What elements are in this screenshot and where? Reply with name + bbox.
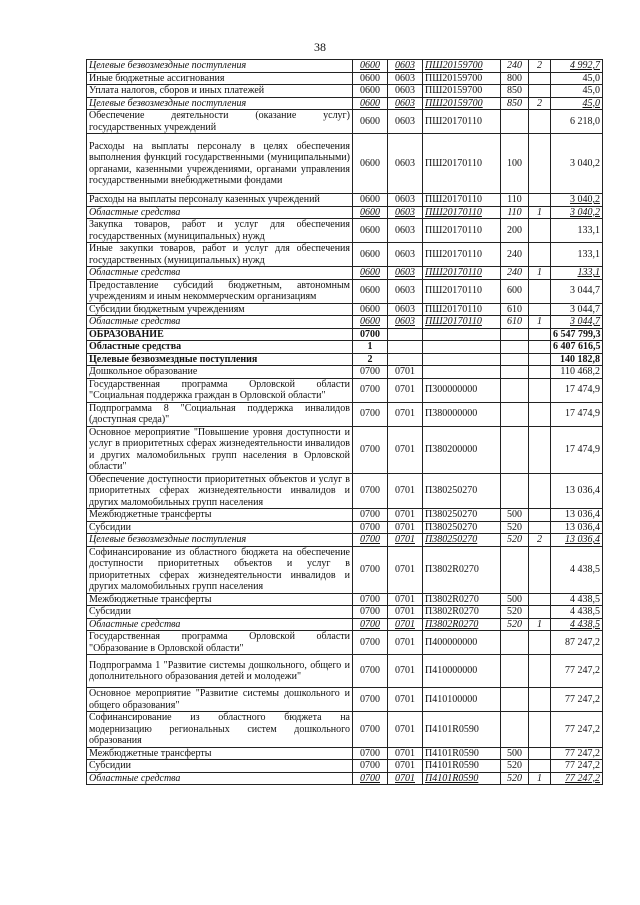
amount: 13 036,4 xyxy=(551,534,603,547)
table-row xyxy=(87,303,603,316)
expense-type-code: 520 xyxy=(501,521,529,534)
subsection-code: 0701 xyxy=(388,688,423,712)
amount: 133,1 xyxy=(551,267,603,280)
subsection-code xyxy=(388,328,423,341)
target-article-code xyxy=(423,328,501,341)
row-name: Государственная программа Орловской области "Социальная поддержка граждан в Орловской области" xyxy=(87,378,353,402)
amount: 3 044,7 xyxy=(551,279,603,303)
target-article-code: П410000000 xyxy=(423,655,501,688)
funding-source-code: 1 xyxy=(529,206,551,219)
table-row xyxy=(87,473,603,509)
target-article-code xyxy=(423,353,501,366)
table-row xyxy=(87,110,603,134)
amount: 133,1 xyxy=(551,219,603,243)
funding-source-code xyxy=(529,712,551,748)
target-article-code: ПШ20159700 xyxy=(423,85,501,98)
amount: 77 247,2 xyxy=(551,688,603,712)
row-name: Субсидии xyxy=(87,760,353,773)
funding-source-code xyxy=(529,72,551,85)
table-row xyxy=(87,206,603,219)
table-row xyxy=(87,426,603,473)
subsection-code: 0701 xyxy=(388,655,423,688)
section-code: 0700 xyxy=(353,655,388,688)
amount: 4 992,7 xyxy=(551,60,603,73)
table-row xyxy=(87,631,603,655)
amount: 3 040,2 xyxy=(551,134,603,194)
amount: 87 247,2 xyxy=(551,631,603,655)
table-row xyxy=(87,316,603,329)
funding-source-code xyxy=(529,243,551,267)
table-row xyxy=(87,655,603,688)
section-code: 0700 xyxy=(353,772,388,785)
target-article-code: ПШ20170110 xyxy=(423,219,501,243)
amount: 4 438,5 xyxy=(551,618,603,631)
funding-source-code xyxy=(529,279,551,303)
subsection-code: 0603 xyxy=(388,72,423,85)
section-code: 0700 xyxy=(353,606,388,619)
amount: 13 036,4 xyxy=(551,473,603,509)
table-row xyxy=(87,134,603,194)
row-name: Областные средства xyxy=(87,267,353,280)
table-row xyxy=(87,688,603,712)
amount: 77 247,2 xyxy=(551,747,603,760)
subsection-code: 0603 xyxy=(388,243,423,267)
expense-type-code: 520 xyxy=(501,534,529,547)
funding-source-code xyxy=(529,328,551,341)
funding-source-code xyxy=(529,593,551,606)
subsection-code: 0701 xyxy=(388,426,423,473)
amount: 13 036,4 xyxy=(551,521,603,534)
table-row xyxy=(87,85,603,98)
section-code: 0600 xyxy=(353,279,388,303)
table-row xyxy=(87,60,603,73)
budget-table xyxy=(86,59,603,785)
funding-source-code xyxy=(529,747,551,760)
funding-source-code xyxy=(529,219,551,243)
amount: 110 468,2 xyxy=(551,366,603,379)
target-article-code: П4101R0590 xyxy=(423,747,501,760)
expense-type-code: 240 xyxy=(501,243,529,267)
target-article-code: П3802R0270 xyxy=(423,546,501,593)
table-row xyxy=(87,618,603,631)
table-row xyxy=(87,509,603,522)
section-code: 0700 xyxy=(353,534,388,547)
expense-type-code xyxy=(501,366,529,379)
table-row xyxy=(87,534,603,547)
subsection-code: 0603 xyxy=(388,303,423,316)
table-row xyxy=(87,219,603,243)
row-name: Целевые безвозмездные поступления xyxy=(87,60,353,73)
row-name: Субсидии бюджетным учреждениям xyxy=(87,303,353,316)
row-name: Субсидии xyxy=(87,521,353,534)
table-row xyxy=(87,194,603,207)
expense-type-code: 520 xyxy=(501,772,529,785)
amount: 17 474,9 xyxy=(551,378,603,402)
funding-source-code: 1 xyxy=(529,772,551,785)
funding-source-code xyxy=(529,110,551,134)
target-article-code: ПШ20170110 xyxy=(423,267,501,280)
table-row xyxy=(87,772,603,785)
subsection-code: 0603 xyxy=(388,60,423,73)
row-name: Целевые безвозмездные поступления xyxy=(87,353,353,366)
expense-type-code xyxy=(501,655,529,688)
amount: 3 040,2 xyxy=(551,206,603,219)
subsection-code: 0603 xyxy=(388,110,423,134)
expense-type-code: 500 xyxy=(501,747,529,760)
row-name: Областные средства xyxy=(87,316,353,329)
subsection-code: 0701 xyxy=(388,402,423,426)
table-row xyxy=(87,72,603,85)
subsection-code: 0603 xyxy=(388,219,423,243)
expense-type-code xyxy=(501,688,529,712)
expense-type-code xyxy=(501,473,529,509)
row-name: Расходы на выплаты персоналу казенных учреждений xyxy=(87,194,353,207)
expense-type-code xyxy=(501,353,529,366)
expense-type-code: 520 xyxy=(501,618,529,631)
funding-source-code xyxy=(529,341,551,354)
funding-source-code: 1 xyxy=(529,618,551,631)
amount: 77 247,2 xyxy=(551,712,603,748)
section-code: 0700 xyxy=(353,618,388,631)
expense-type-code: 610 xyxy=(501,316,529,329)
row-name: Целевые безвозмездные поступления xyxy=(87,97,353,110)
expense-type-code xyxy=(501,402,529,426)
section-code: 2 xyxy=(353,353,388,366)
amount: 4 438,5 xyxy=(551,593,603,606)
section-code: 0700 xyxy=(353,546,388,593)
target-article-code xyxy=(423,341,501,354)
section-code: 0600 xyxy=(353,72,388,85)
subsection-code: 0603 xyxy=(388,85,423,98)
expense-type-code: 110 xyxy=(501,206,529,219)
section-code: 0700 xyxy=(353,747,388,760)
target-article-code: П300000000 xyxy=(423,378,501,402)
target-article-code: П4101R0590 xyxy=(423,760,501,773)
funding-source-code: 1 xyxy=(529,316,551,329)
table-row xyxy=(87,593,603,606)
section-code: 0700 xyxy=(353,712,388,748)
target-article-code: П3802R0270 xyxy=(423,618,501,631)
amount: 6 218,0 xyxy=(551,110,603,134)
table-row xyxy=(87,712,603,748)
row-name: Обеспечение деятельности (оказание услуг) государственных учреждений xyxy=(87,110,353,134)
row-name: ОБРАЗОВАНИЕ xyxy=(87,328,353,341)
target-article-code: ПШ20159700 xyxy=(423,97,501,110)
section-code: 0700 xyxy=(353,631,388,655)
subsection-code: 0701 xyxy=(388,378,423,402)
funding-source-code xyxy=(529,85,551,98)
table-row xyxy=(87,366,603,379)
subsection-code xyxy=(388,341,423,354)
subsection-code: 0701 xyxy=(388,366,423,379)
amount: 45,0 xyxy=(551,97,603,110)
funding-source-code xyxy=(529,473,551,509)
subsection-code: 0701 xyxy=(388,712,423,748)
section-code: 0600 xyxy=(353,194,388,207)
row-name: Софинансирование из областного бюджета на обеспечение доступности приоритетных объектов и услуг в приоритетных сферах жизнедеятельности инвалидов и других маломобильных групп населения xyxy=(87,546,353,593)
row-name: Основное мероприятие "Повышение уровня доступности и услуг в приоритетных сферах жизнедеятельности инвалидов и других маломобильных групп населения в Орловской области" xyxy=(87,426,353,473)
target-article-code: ПШ20170110 xyxy=(423,206,501,219)
amount: 45,0 xyxy=(551,85,603,98)
section-code: 0600 xyxy=(353,267,388,280)
amount: 13 036,4 xyxy=(551,509,603,522)
target-article-code: ПШ20170110 xyxy=(423,243,501,267)
funding-source-code: 2 xyxy=(529,60,551,73)
subsection-code: 0603 xyxy=(388,267,423,280)
subsection-code xyxy=(388,353,423,366)
subsection-code: 0701 xyxy=(388,509,423,522)
amount: 17 474,9 xyxy=(551,402,603,426)
budget-table-body xyxy=(87,60,603,785)
expense-type-code: 800 xyxy=(501,72,529,85)
funding-source-code xyxy=(529,194,551,207)
subsection-code: 0701 xyxy=(388,593,423,606)
expense-type-code: 200 xyxy=(501,219,529,243)
row-name: Межбюджетные трансферты xyxy=(87,747,353,760)
row-name: Субсидии xyxy=(87,606,353,619)
subsection-code: 0603 xyxy=(388,134,423,194)
table-row xyxy=(87,402,603,426)
row-name: Закупка товаров, работ и услуг для обеспечения государственных (муниципальных) нужд xyxy=(87,219,353,243)
subsection-code: 0603 xyxy=(388,194,423,207)
funding-source-code xyxy=(529,655,551,688)
funding-source-code xyxy=(529,366,551,379)
funding-source-code xyxy=(529,378,551,402)
amount: 3 040,2 xyxy=(551,194,603,207)
table-row xyxy=(87,341,603,354)
subsection-code: 0701 xyxy=(388,606,423,619)
expense-type-code xyxy=(501,631,529,655)
expense-type-code: 850 xyxy=(501,85,529,98)
row-name: Областные средства xyxy=(87,206,353,219)
section-code: 0700 xyxy=(353,593,388,606)
amount: 77 247,2 xyxy=(551,772,603,785)
subsection-code: 0603 xyxy=(388,97,423,110)
section-code: 0600 xyxy=(353,219,388,243)
amount: 17 474,9 xyxy=(551,426,603,473)
table-row xyxy=(87,267,603,280)
table-row xyxy=(87,328,603,341)
target-article-code: П3802R0270 xyxy=(423,606,501,619)
section-code: 0700 xyxy=(353,426,388,473)
section-code: 1 xyxy=(353,341,388,354)
funding-source-code xyxy=(529,134,551,194)
amount: 45,0 xyxy=(551,72,603,85)
target-article-code: ПШ20170110 xyxy=(423,316,501,329)
row-name: Областные средства xyxy=(87,341,353,354)
target-article-code: ПШ20170110 xyxy=(423,110,501,134)
row-name: Иные закупки товаров, работ и услуг для обеспечения государственных (муниципальных) нужд xyxy=(87,243,353,267)
funding-source-code xyxy=(529,606,551,619)
row-name: Целевые безвозмездные поступления xyxy=(87,534,353,547)
expense-type-code xyxy=(501,426,529,473)
funding-source-code: 2 xyxy=(529,534,551,547)
funding-source-code xyxy=(529,760,551,773)
amount: 4 438,5 xyxy=(551,546,603,593)
table-row xyxy=(87,279,603,303)
expense-type-code: 500 xyxy=(501,509,529,522)
funding-source-code xyxy=(529,546,551,593)
expense-type-code: 240 xyxy=(501,267,529,280)
subsection-code: 0701 xyxy=(388,546,423,593)
subsection-code: 0603 xyxy=(388,279,423,303)
section-code: 0600 xyxy=(353,316,388,329)
expense-type-code: 110 xyxy=(501,194,529,207)
expense-type-code xyxy=(501,328,529,341)
section-code: 0700 xyxy=(353,521,388,534)
target-article-code: П3802R0270 xyxy=(423,593,501,606)
expense-type-code xyxy=(501,378,529,402)
subsection-code: 0701 xyxy=(388,473,423,509)
table-row xyxy=(87,378,603,402)
funding-source-code xyxy=(529,688,551,712)
expense-type-code: 520 xyxy=(501,760,529,773)
table-row xyxy=(87,97,603,110)
row-name: Предоставление субсидий бюджетным, автономным учреждениям и иным некоммерческим организациям xyxy=(87,279,353,303)
row-name: Областные средства xyxy=(87,618,353,631)
target-article-code: П380250270 xyxy=(423,534,501,547)
target-article-code: П380200000 xyxy=(423,426,501,473)
section-code: 0700 xyxy=(353,378,388,402)
section-code: 0700 xyxy=(353,328,388,341)
funding-source-code xyxy=(529,521,551,534)
table-row xyxy=(87,521,603,534)
target-article-code: ПШ20170110 xyxy=(423,194,501,207)
subsection-code: 0701 xyxy=(388,747,423,760)
row-name: Софинансирование из областного бюджета на модернизацию региональных систем дошкольного образования xyxy=(87,712,353,748)
section-code: 0600 xyxy=(353,85,388,98)
target-article-code xyxy=(423,366,501,379)
row-name: Обеспечение доступности приоритетных объектов и услуг в приоритетных сферах жизнедеятельности инвалидов и других маломобильных групп населения xyxy=(87,473,353,509)
amount: 133,1 xyxy=(551,243,603,267)
table-row xyxy=(87,747,603,760)
target-article-code: П410100000 xyxy=(423,688,501,712)
target-article-code: ПШ20170110 xyxy=(423,303,501,316)
section-code: 0600 xyxy=(353,206,388,219)
table-row xyxy=(87,353,603,366)
row-name: Подпрограмма 8 "Социальная поддержка инвалидов (доступная среда)" xyxy=(87,402,353,426)
expense-type-code: 500 xyxy=(501,593,529,606)
expense-type-code xyxy=(501,110,529,134)
table-row xyxy=(87,606,603,619)
row-name: Иные бюджетные ассигнования xyxy=(87,72,353,85)
row-name: Уплата налогов, сборов и иных платежей xyxy=(87,85,353,98)
subsection-code: 0701 xyxy=(388,772,423,785)
row-name: Расходы на выплаты персоналу в целях обеспечения выполнения функций государственными (муниципальными) органами, казенными учреждениями, органами управления государственными внебюджетными фондами xyxy=(87,134,353,194)
row-name: Межбюджетные трансферты xyxy=(87,593,353,606)
section-code: 0600 xyxy=(353,97,388,110)
expense-type-code: 600 xyxy=(501,279,529,303)
row-name: Областные средства xyxy=(87,772,353,785)
subsection-code: 0701 xyxy=(388,760,423,773)
funding-source-code xyxy=(529,631,551,655)
section-code: 0700 xyxy=(353,366,388,379)
subsection-code: 0701 xyxy=(388,521,423,534)
table-row xyxy=(87,546,603,593)
section-code: 0700 xyxy=(353,688,388,712)
expense-type-code xyxy=(501,546,529,593)
subsection-code: 0701 xyxy=(388,618,423,631)
target-article-code: П380250270 xyxy=(423,509,501,522)
target-article-code: П4101R0590 xyxy=(423,712,501,748)
table-row xyxy=(87,243,603,267)
section-code: 0600 xyxy=(353,134,388,194)
expense-type-code xyxy=(501,712,529,748)
section-code: 0700 xyxy=(353,402,388,426)
expense-type-code xyxy=(501,341,529,354)
funding-source-code: 1 xyxy=(529,267,551,280)
section-code: 0600 xyxy=(353,60,388,73)
row-name: Основное мероприятие "Развитие системы дошкольного и общего образования" xyxy=(87,688,353,712)
section-code: 0700 xyxy=(353,473,388,509)
amount: 77 247,2 xyxy=(551,760,603,773)
section-code: 0600 xyxy=(353,303,388,316)
target-article-code: П380250270 xyxy=(423,521,501,534)
expense-type-code: 520 xyxy=(501,606,529,619)
row-name: Подпрограмма 1 "Развитие системы дошкольного, общего и дополнительного образования детей и молодежи" xyxy=(87,655,353,688)
target-article-code: ПШ20159700 xyxy=(423,60,501,73)
funding-source-code xyxy=(529,303,551,316)
section-code: 0600 xyxy=(353,243,388,267)
row-name: Государственная программа Орловской области "Образование в Орловской области" xyxy=(87,631,353,655)
funding-source-code xyxy=(529,402,551,426)
amount: 3 044,7 xyxy=(551,303,603,316)
subsection-code: 0603 xyxy=(388,206,423,219)
amount: 4 438,5 xyxy=(551,606,603,619)
funding-source-code xyxy=(529,426,551,473)
expense-type-code: 610 xyxy=(501,303,529,316)
funding-source-code xyxy=(529,509,551,522)
section-code: 0700 xyxy=(353,760,388,773)
amount: 3 044,7 xyxy=(551,316,603,329)
expense-type-code: 100 xyxy=(501,134,529,194)
funding-source-code xyxy=(529,353,551,366)
subsection-code: 0701 xyxy=(388,631,423,655)
row-name: Дошкольное образование xyxy=(87,366,353,379)
target-article-code: П380000000 xyxy=(423,402,501,426)
page-number: 38 xyxy=(314,40,326,54)
funding-source-code: 2 xyxy=(529,97,551,110)
amount: 140 182,8 xyxy=(551,353,603,366)
target-article-code: П400000000 xyxy=(423,631,501,655)
amount: 6 547 799,3 xyxy=(551,328,603,341)
table-row xyxy=(87,760,603,773)
target-article-code: ПШ20170110 xyxy=(423,134,501,194)
section-code: 0700 xyxy=(353,509,388,522)
row-name: Межбюджетные трансферты xyxy=(87,509,353,522)
subsection-code: 0603 xyxy=(388,316,423,329)
target-article-code: ПШ20159700 xyxy=(423,72,501,85)
section-code: 0600 xyxy=(353,110,388,134)
expense-type-code: 850 xyxy=(501,97,529,110)
target-article-code: П4101R0590 xyxy=(423,772,501,785)
target-article-code: ПШ20170110 xyxy=(423,279,501,303)
amount: 77 247,2 xyxy=(551,655,603,688)
subsection-code: 0701 xyxy=(388,534,423,547)
amount: 6 407 616,5 xyxy=(551,341,603,354)
target-article-code: П380250270 xyxy=(423,473,501,509)
expense-type-code: 240 xyxy=(501,60,529,73)
